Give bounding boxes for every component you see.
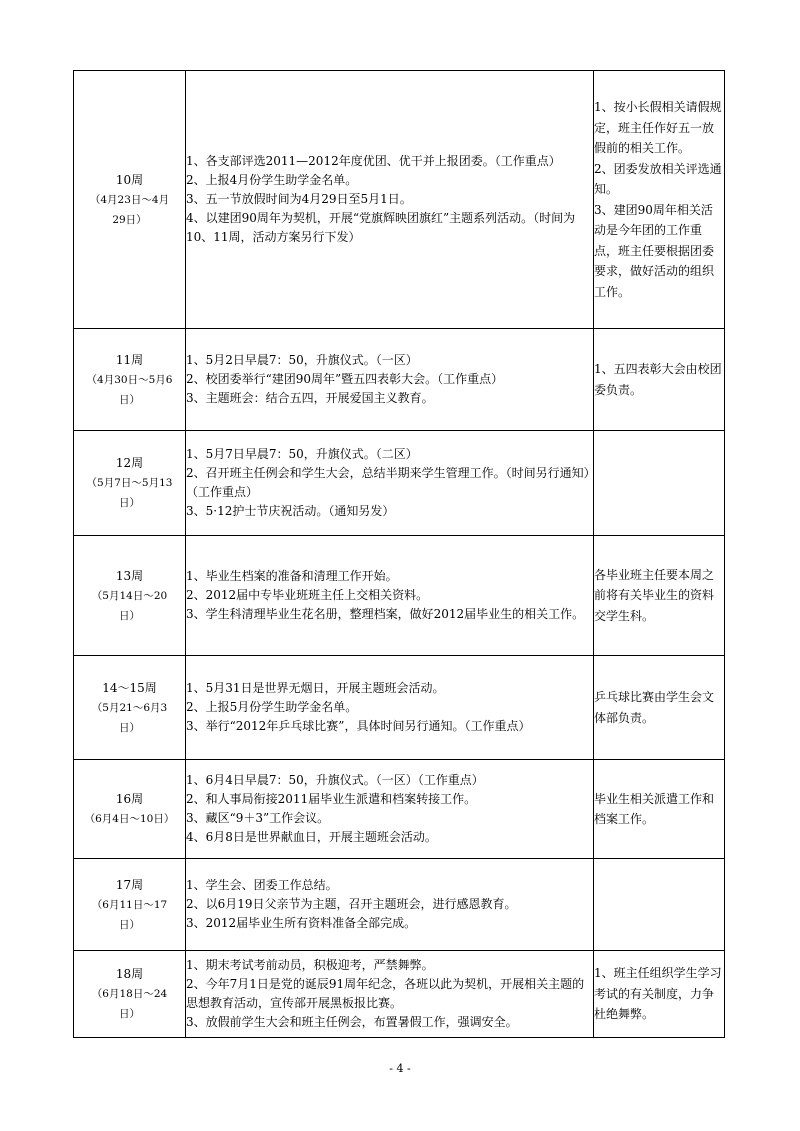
task-item: 3、放假前学生大会和班主任例会，布置暑假工作，强调安全。 [186,1015,518,1029]
task-item: 1、5月7日早晨7：50，升旗仪式。（二区） [186,447,418,461]
work-schedule-table [73,70,725,1038]
note-item: 各毕业班主任要本周之前将有关毕业生的资料交学生科。 [594,567,715,623]
week-label: 11周 [115,352,144,367]
task-item: 2、今年7月1日是党的诞辰91周年纪念，各班以此为契机，开展相关主题的思想教育活动，宣传部开展黑板报比赛。 [186,977,585,1010]
tasks-cell [186,760,594,859]
week-label: 13周 [115,568,144,583]
task-item: 1、5月31日是世界无烟日，开展主题班会活动。 [186,681,445,695]
tasks-cell [186,431,594,536]
task-item: 3、藏区“9＋3”工作会议。 [186,811,330,825]
task-item: 2、2012届中专毕业班班主任上交相关资料。 [186,588,429,602]
tasks-cell [186,951,594,1038]
notes-cell [594,329,725,431]
page-number: - 4 - [389,1062,411,1075]
task-item: 1、各支部评选2011—2012年度优团、优干并上报团委。（工作重点） [186,154,561,168]
task-item: 2、上报4月份学生助学金名单。 [186,173,358,187]
task-item: 2、召开班主任例会和学生大会，总结半期来学生管理工作。（时间另行通知）（工作重点） [186,466,590,499]
week-label: 17周 [115,877,144,892]
schedule-row [74,536,725,656]
notes-cell [594,859,725,951]
task-item: 3、2012届毕业生所有资料准备全部完成。 [186,916,417,930]
task-item: 4、以建团90周年为契机，开展“党旗辉映团旗红”主题系列活动。（时间为10、11周，活动方案另行下发） [186,211,576,244]
notes-cell [594,536,725,656]
task-item: 2、校团委举行“建团90周年”暨五四表彰大会。（工作重点） [186,372,504,386]
tasks-cell [186,656,594,760]
task-item: 4、6月8日是世界献血日，开展主题班会活动。 [186,830,437,844]
notes-cell [594,431,725,536]
task-item: 1、期末考试考前动员，积极迎考，严禁舞弊。 [186,958,434,972]
schedule-row [74,656,725,760]
tasks-cell [186,859,594,951]
week-cell [74,431,186,536]
tasks-cell [186,71,594,329]
week-date-range: （6月4日～10日） [84,813,175,825]
task-item: 1、6月4日早晨7：50，升旗仪式。（一区）（工作重点） [186,773,484,787]
notes-cell [594,760,725,859]
schedule-row [74,760,725,859]
task-item: 3、5·12护士节庆祝活动。（通知另发） [186,504,395,518]
task-item: 2、和人事局衔接2011届毕业生派遣和档案转接工作。 [186,792,477,806]
week-cell [74,329,186,431]
note-item: 1、按小长假相关请假规定，班主任作好五一放假前的相关工作。 [594,100,722,155]
week-date-range: （6月11日～17日） [91,898,168,931]
task-item: 1、学生会、团委工作总结。 [186,878,338,892]
note-item: 3、建团90周年相关活动是今年团的工作重点，班主任要根据团委要求，做好活动的组织工作。 [594,202,715,299]
schedule-row [74,951,725,1038]
week-date-range: （5月7日～5月13日） [86,477,173,509]
schedule-body [74,71,725,1038]
week-label: 10周 [115,172,144,187]
notes-cell [594,951,725,1038]
week-cell [74,536,186,656]
week-cell [74,951,186,1038]
week-date-range: （5月14日～20日） [91,589,168,622]
task-item: 1、毕业生档案的准备和清理工作开始。 [186,569,398,583]
week-cell [74,760,186,859]
task-item: 3、五一节放假时间为4月29日至5月1日。 [186,192,412,206]
note-item: 2、团委发放相关评选通知。 [594,161,722,196]
task-item: 2、以6月19日父亲节为主题，召开主题班会，进行感恩教育。 [186,897,517,911]
week-date-range: （4月23日～4月29日） [89,193,170,226]
task-item: 2、上报5月份学生助学金名单。 [186,700,358,714]
note-item: 乒乓球比赛由学生会文体部负责。 [594,690,715,725]
week-label: 14～15周 [102,680,157,695]
task-item: 3、举行“2012年乒乓球比赛”，具体时间另行通知。（工作重点） [186,719,531,733]
week-cell [74,656,186,760]
week-label: 16周 [115,792,144,806]
tasks-cell [186,536,594,656]
week-label: 18周 [115,967,144,981]
schedule-row [74,859,725,951]
week-label: 12周 [115,456,144,470]
task-item: 1、5月2日早晨7：50，升旗仪式。（一区） [186,353,418,367]
note-item: 1、五四表彰大会由校团委负责。 [594,362,722,397]
notes-cell [594,71,725,329]
note-item: 毕业生相关派遣工作和档案工作。 [594,791,715,826]
week-date-range: （5月21～6月3日） [91,701,168,734]
notes-cell [594,656,725,760]
schedule-row [74,71,725,329]
week-date-range: （6月18日～24日） [91,988,168,1020]
note-item: 1、班主任组织学生学习考试的有关制度，力争杜绝舞弊。 [594,966,722,1022]
task-item: 3、主题班会：结合五四，开展爱国主义教育。 [186,391,434,405]
schedule-row [74,431,725,536]
task-item: 3、学生科清理毕业生花名册，整理档案，做好2012届毕业生的相关工作。 [186,607,585,621]
schedule-row [74,329,725,431]
week-cell [74,71,186,329]
tasks-cell [186,329,594,431]
week-date-range: （4月30日～5月6日） [86,373,173,406]
week-cell [74,859,186,951]
